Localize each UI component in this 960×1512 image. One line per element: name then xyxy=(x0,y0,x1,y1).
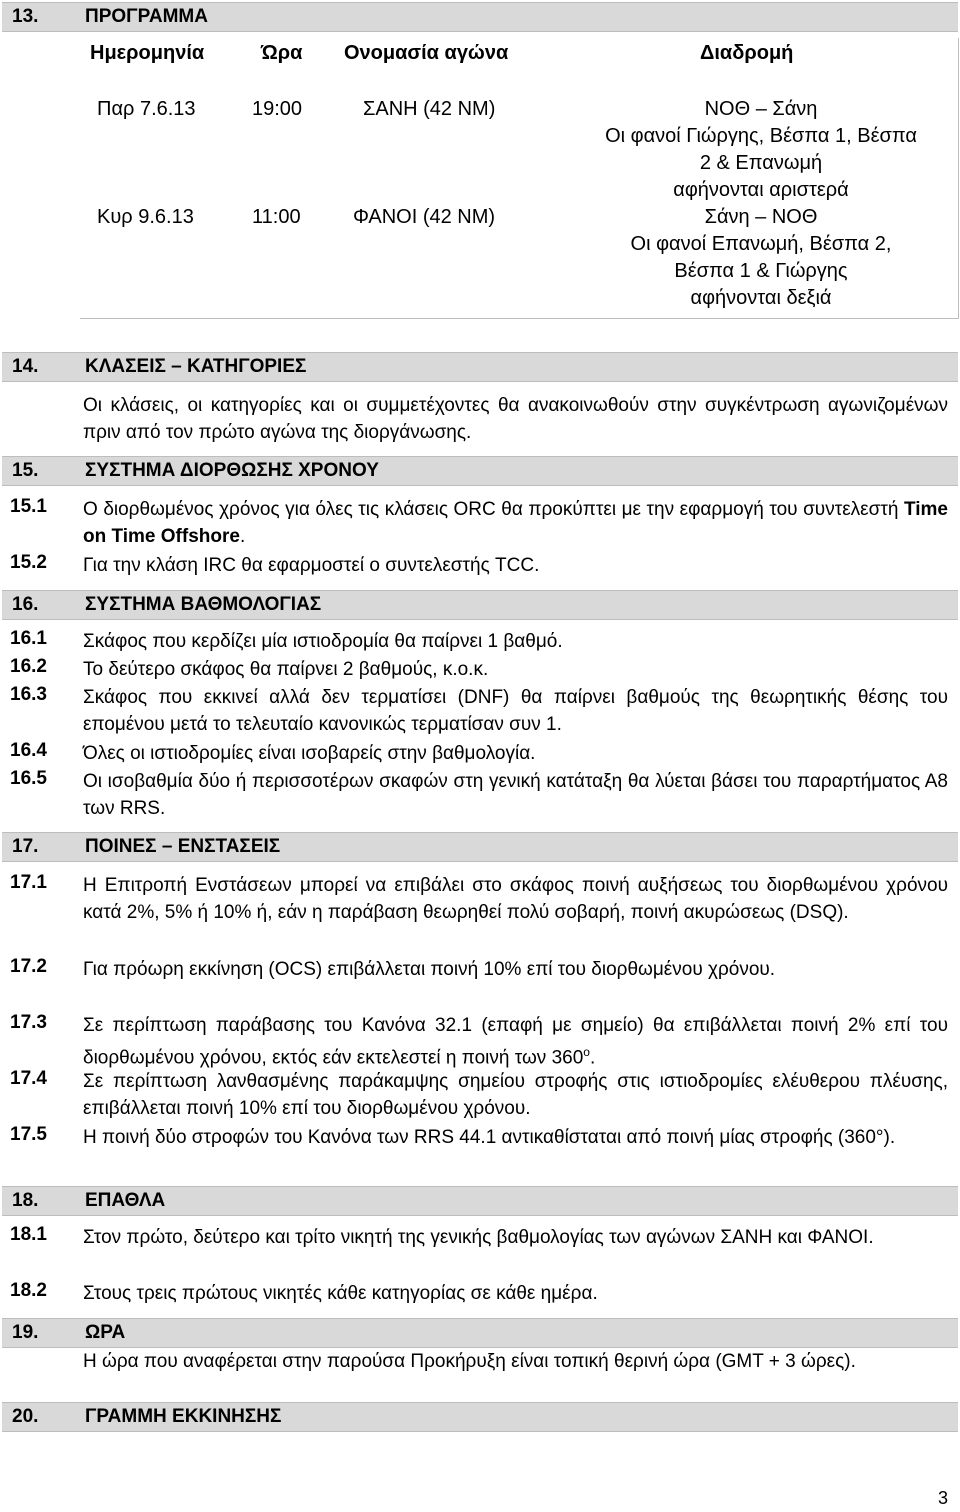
section-20-header xyxy=(2,1402,958,1432)
section-number: 16. xyxy=(12,594,39,615)
section-number: 18. xyxy=(12,1190,39,1211)
schedule-row-1-route xyxy=(566,96,956,204)
clause-text: Η ποινή δύο στροφών του Κανόνα των RRS 44.1 αντικαθίσταται από ποινή μίας στροφής (360°). xyxy=(83,1127,896,1148)
section-14-header xyxy=(2,352,958,382)
schedule-row-1-name: ΣΑΝΗ (42 ΝΜ) xyxy=(363,98,496,120)
section-title: ΣΥΣΤΗΜΑ ΔΙΟΡΘΩΣΗΣ ΧΡΟΝΟΥ xyxy=(85,460,379,481)
route-line: αφήνονται αριστερά xyxy=(673,179,849,201)
section-15-header xyxy=(2,456,958,486)
route-line: Βέσπα 1 & Γιώργης xyxy=(674,260,848,282)
clause-number: 15.2 xyxy=(10,552,47,573)
schedule-row-2-date: Κυρ 9.6.13 xyxy=(97,206,194,228)
section-number: 13. xyxy=(12,6,39,27)
clause-number: 17.2 xyxy=(10,956,47,977)
section-title: ΕΠΑΘΛΑ xyxy=(85,1190,166,1211)
schedule-row-2-route xyxy=(566,204,956,312)
route-line: Οι φανοί Γιώργης, Βέσπα 1, Βέσπα xyxy=(605,125,917,147)
clause-number: 16.5 xyxy=(10,768,47,789)
section-number: 17. xyxy=(12,836,39,857)
clause-text-part: . xyxy=(589,1047,596,1069)
schedule-header-date: Ημερομηνία xyxy=(90,42,205,64)
clause-text: Σκάφος που κερδίζει μία ιστιοδρομία θα παίρνει 1 βαθμό. xyxy=(83,631,563,652)
clause-text: Η Επιτροπή Ενστάσεων μπορεί να επιβάλει στο σκάφος ποινή αυξήσεως του διορθωμένου χρόνου κατά 2%, 5% ή 10% ή, εάν η παράβαση θεωρηθεί πολύ σοβαρή, ποινή ακυρώσεως (DSQ). xyxy=(83,875,948,923)
page-number: 3 xyxy=(937,1488,948,1508)
clause-number: 15.1 xyxy=(10,496,47,517)
route-line: Σάνη – ΝΟΘ xyxy=(704,206,818,228)
section-19-header xyxy=(2,1318,958,1348)
section-title: ΠΟΙΝΕΣ – ΕΝΣΤΑΣΕΙΣ xyxy=(85,836,281,857)
clause-text: Το δεύτερο σκάφος θα παίρνει 2 βαθμούς, κ.ο.κ. xyxy=(83,659,489,680)
clause-number: 17.1 xyxy=(10,872,47,893)
section-13-header xyxy=(2,2,958,32)
clause-text: Σκάφος που εκκινεί αλλά δεν τερματίσει (DNF) θα παίρνει βαθμούς της θεωρητικής θέσης του επομένου μετά το τελευταίο κανονικώς τερματίσαν συν 1. xyxy=(83,687,948,735)
schedule-row-1-time: 19:00 xyxy=(252,98,303,120)
clause-number: 16.4 xyxy=(10,740,47,761)
clause-number: 17.5 xyxy=(10,1124,47,1145)
clause-text-part: Ο διορθωμένος χρόνος για όλες τις κλάσεις ORC θα προκύπτει με την εφαρμογή του συντελεστή xyxy=(83,499,904,520)
clause-number: 16.2 xyxy=(10,656,47,677)
section-title: ΚΛΑΣΕΙΣ – ΚΑΤΗΓΟΡΙΕΣ xyxy=(85,356,307,377)
clause-number: 17.4 xyxy=(10,1068,47,1089)
clause-text-part: . xyxy=(239,526,246,547)
paragraph: Οι κλάσεις, οι κατηγορίες και οι συμμετέχοντες θα ανακοινωθούν στην συγκέντρωση αγωνιζομένων πριν από τον πρώτο αγώνα της διοργάνωσης. xyxy=(83,395,948,443)
section-title: ΩΡΑ xyxy=(85,1322,126,1343)
clause-text-bold: Time on Time Offshore xyxy=(83,499,948,547)
clause-text-part: Σε περίπτωση παράβασης του Κανόνα 32.1 (επαφή με σημείο) θα επιβάλλεται ποινή 2% επί του διορθωμένου χρόνου, εκτός εάν εκτελεστεί η ποινή των 360 xyxy=(83,1015,948,1069)
clause-text xyxy=(83,1012,948,1071)
clause-number: 18.2 xyxy=(10,1280,47,1301)
schedule-row-2-time: 11:00 xyxy=(252,206,301,228)
paragraph: Η ώρα που αναφέρεται στην παρούσα Προκήρυξη είναι τοπική θερινή ώρα (GMT + 3 ώρες). xyxy=(83,1351,856,1372)
clause-text: Στους τρεις πρώτους νικητές κάθε κατηγορίας σε κάθε ημέρα. xyxy=(83,1283,598,1304)
section-number: 14. xyxy=(12,356,39,377)
clause-text: Για την κλάση IRC θα εφαρμοστεί ο συντελεστής TCC. xyxy=(83,555,540,576)
schedule-header-name: Ονομασία αγώνα xyxy=(344,42,509,64)
clause-number: 16.3 xyxy=(10,684,47,705)
route-line: Οι φανοί Επανωμή, Βέσπα 2, xyxy=(630,233,892,255)
degree-superscript: o xyxy=(583,1045,590,1059)
schedule-header-route: Διαδρομή xyxy=(700,42,794,64)
clause-text xyxy=(83,496,948,550)
section-number: 20. xyxy=(12,1406,39,1427)
section-number: 19. xyxy=(12,1322,39,1343)
section-title: ΓΡΑΜΜΗ ΕΚΚΙΝΗΣΗΣ xyxy=(85,1406,282,1427)
section-18-header xyxy=(2,1186,958,1216)
section-16-header xyxy=(2,590,958,620)
section-title: ΣΥΣΤΗΜΑ ΒΑΘΜΟΛΟΓΙΑΣ xyxy=(85,594,322,615)
clause-text: Όλες οι ιστιοδρομίες είναι ισοβαρείς στην βαθμολογία. xyxy=(83,743,536,764)
clause-number: 18.1 xyxy=(10,1224,47,1245)
route-line: 2 & Επανωμή xyxy=(699,152,823,174)
clause-number: 16.1 xyxy=(10,628,47,649)
clause-text: Οι ισοβαθμία δύο ή περισσοτέρων σκαφών στη γενική κατάταξη θα λύεται βάσει του παραρτήματος Α8 των RRS. xyxy=(83,771,948,819)
clause-number: 17.3 xyxy=(10,1012,47,1033)
section-number: 15. xyxy=(12,460,39,481)
route-line: αφήνονται δεξιά xyxy=(690,287,832,309)
section-17-header xyxy=(2,832,958,862)
route-line: ΝΟΘ – Σάνη xyxy=(704,98,818,120)
clause-text: Για πρόωρη εκκίνηση (OCS) επιβάλλεται ποινή 10% επί του διορθωμένου χρόνου. xyxy=(83,959,776,980)
schedule-header-time: Ώρα xyxy=(261,42,303,64)
clause-text: Στον πρώτο, δεύτερο και τρίτο νικητή της γενικής βαθμολογίας των αγώνων ΣΑΝΗ και ΦΑΝΟΙ. xyxy=(83,1227,874,1248)
section-title: ΠΡΟΓΡΑΜΜΑ xyxy=(85,6,208,27)
schedule-row-2-name: ΦΑΝΟΙ (42 ΝΜ) xyxy=(353,206,496,228)
clause-text: Σε περίπτωση λανθασμένης παράκαμψης σημείου στροφής στις ιστιοδρομίες ελέυθερου πλέυσης, επιβάλλεται ποινή 10% επί του διορθωμένου χρόνου. xyxy=(83,1071,948,1119)
schedule-table xyxy=(80,38,959,319)
schedule-row-1-date: Παρ 7.6.13 xyxy=(97,98,196,120)
